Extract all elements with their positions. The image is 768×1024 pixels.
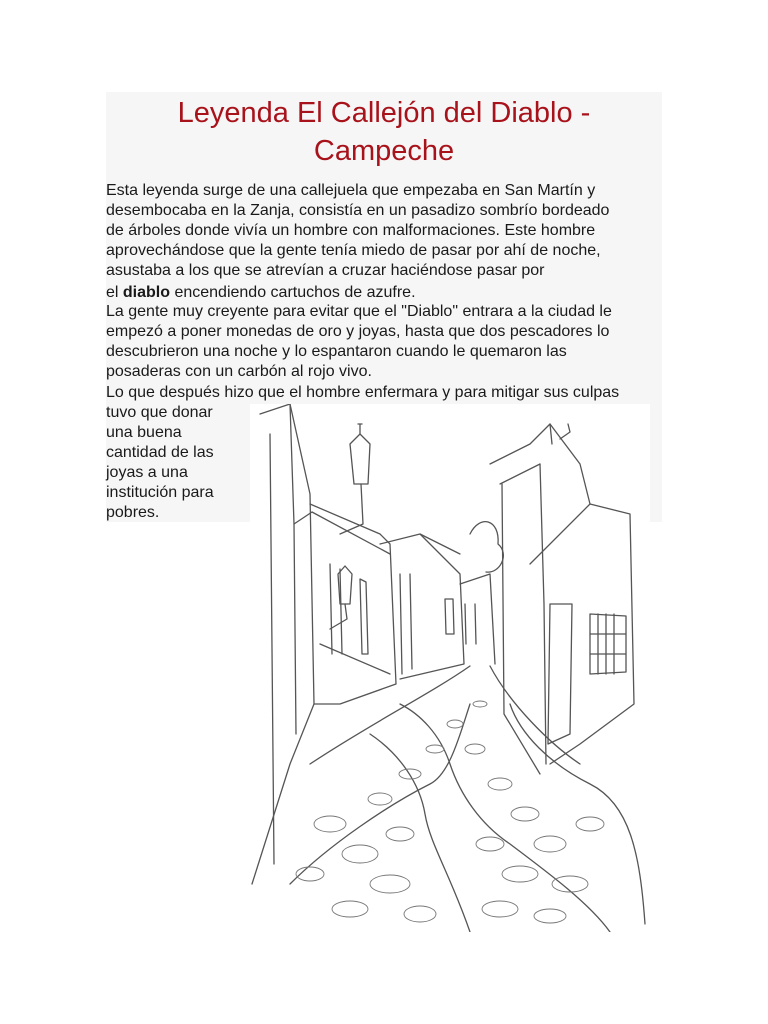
paragraph2-line: descubrieron una noche y lo espantaron cuando le quemaron las — [106, 343, 567, 360]
paragraph3-wrapped-line: cantidad de las — [106, 444, 214, 461]
paragraph2-line: posaderas con un carbón al rojo vivo. — [106, 363, 372, 380]
paragraph1-line: desembocaba en la Zanja, consistía en un pasadizo sombrío bordeado — [106, 202, 610, 219]
paragraph3-wrapped-line: tuvo que donar — [106, 404, 213, 421]
page-title — [106, 94, 662, 170]
text-span: encendiendo cartuchos de azufre. — [170, 284, 416, 301]
bold-word-diablo: diablo — [122, 284, 171, 301]
paragraph3-wrapped-line: una buena — [106, 424, 182, 441]
title-line-2: Campeche — [313, 135, 455, 167]
paragraph2-line: empezó a poner monedas de oro y joyas, hasta que dos pescadores lo — [106, 323, 610, 340]
paragraph1-line: de árboles donde vivía un hombre con malformaciones. Este hombre — [106, 222, 596, 239]
paragraph1-line: asustaba a los que se atrevían a cruzar haciéndose pasar por — [106, 262, 545, 279]
paragraph3-wrapped-line: institución para — [106, 484, 214, 501]
text-span: el — [106, 284, 123, 301]
title-line-1: Leyenda El Callejón del Diablo - — [177, 97, 591, 129]
street-sketch-icon — [250, 404, 650, 932]
paragraph3-wrapped-line: pobres. — [106, 504, 160, 521]
paragraph1-last-line — [106, 283, 416, 303]
paragraph1-line: aprovechándose que la gente tenía miedo de pasar por ahí de noche, — [106, 242, 601, 259]
paragraph3-wrapped-line: joyas a una — [106, 464, 188, 481]
paragraph1-line: Esta leyenda surge de una callejuela que empezaba en San Martín y — [106, 182, 596, 199]
paragraph3-line: Lo que después hizo que el hombre enfermara y para mitigar sus culpas — [106, 384, 620, 401]
paragraph2-line: La gente muy creyente para evitar que el "Diablo" entrara a la ciudad le — [106, 303, 612, 320]
